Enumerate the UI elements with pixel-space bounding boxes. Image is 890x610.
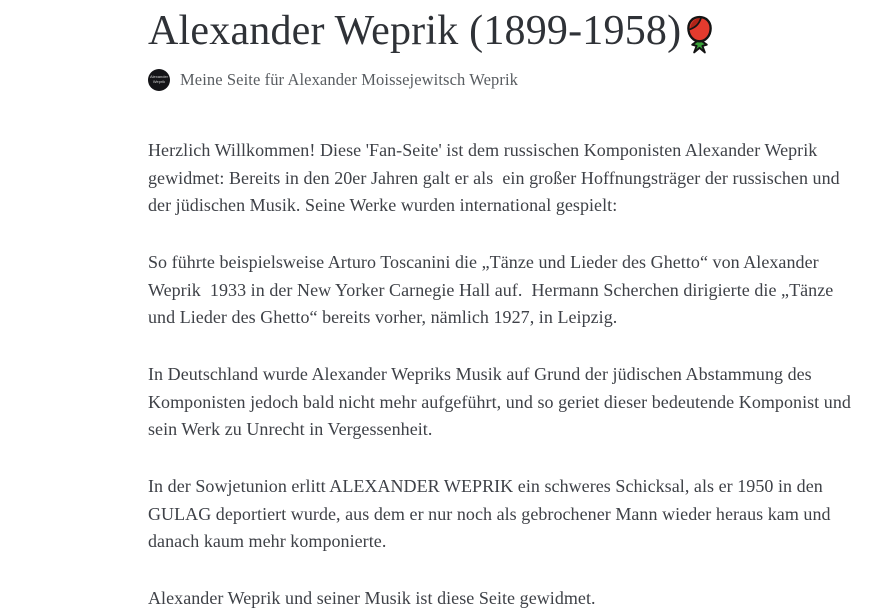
blog-subtitle: Meine Seite für Alexander Moissejewitsch Weprik	[180, 70, 519, 90]
post-paragraph-germany: In Deutschland wurde Alexander Wepriks Musik auf Grund der jüdischen Abstammung des Komponisten jedoch bald nicht mehr aufgeführt, und so geriet dieser bedeutende Komponist und sein Werk zu Unrecht in Vergessenheit.	[148, 364, 856, 440]
avatar-text-line1: Alexander	[149, 74, 168, 80]
title-row	[148, 8, 850, 54]
post-paragraph-welcome: Herzlich Willkommen! Diese 'Fan-Seite' ist dem russischen Komponisten Alexander Weprik gewidmet: Bereits in den 20er Jahren galt er als ein großer Hoffnungsträger der russischen und der jüdischen Musik. Seine Werke wurden international gespielt:	[148, 140, 845, 216]
post-body	[148, 137, 854, 610]
rose-emoji-icon	[684, 15, 715, 55]
blog-title-link[interactable]: Alexander Weprik (1899-1958)	[148, 8, 682, 54]
avatar-text-line2: Weprik	[152, 79, 166, 85]
post-paragraph-gulag: In der Sowjetunion erlitt ALEXANDER WEPRIK ein schweres Schicksal, als er 1950 in den GULAG deportiert wurde, aus dem er nur noch als gebrochener Mann wieder heraus kam und danach kaum mehr komponierte.	[148, 476, 836, 552]
post-paragraph-toscanini: So führte beispielsweise Arturo Toscanini die „Tänze und Lieder des Ghetto“ von Alexander Weprik 1933 in der New Yorker Carnegie Hall auf. Hermann Scherchen dirigierte die „Tänze und Lieder des Ghetto“ bereits vorher, nämlich 1927, in Leipzig.	[148, 252, 838, 328]
blog-subtitle-row	[148, 68, 850, 92]
blog-header	[148, 8, 850, 92]
post-paragraph-dedication: Alexander Weprik und seiner Musik ist diese Seite gewidmet.	[148, 588, 596, 609]
avatar	[148, 69, 170, 91]
